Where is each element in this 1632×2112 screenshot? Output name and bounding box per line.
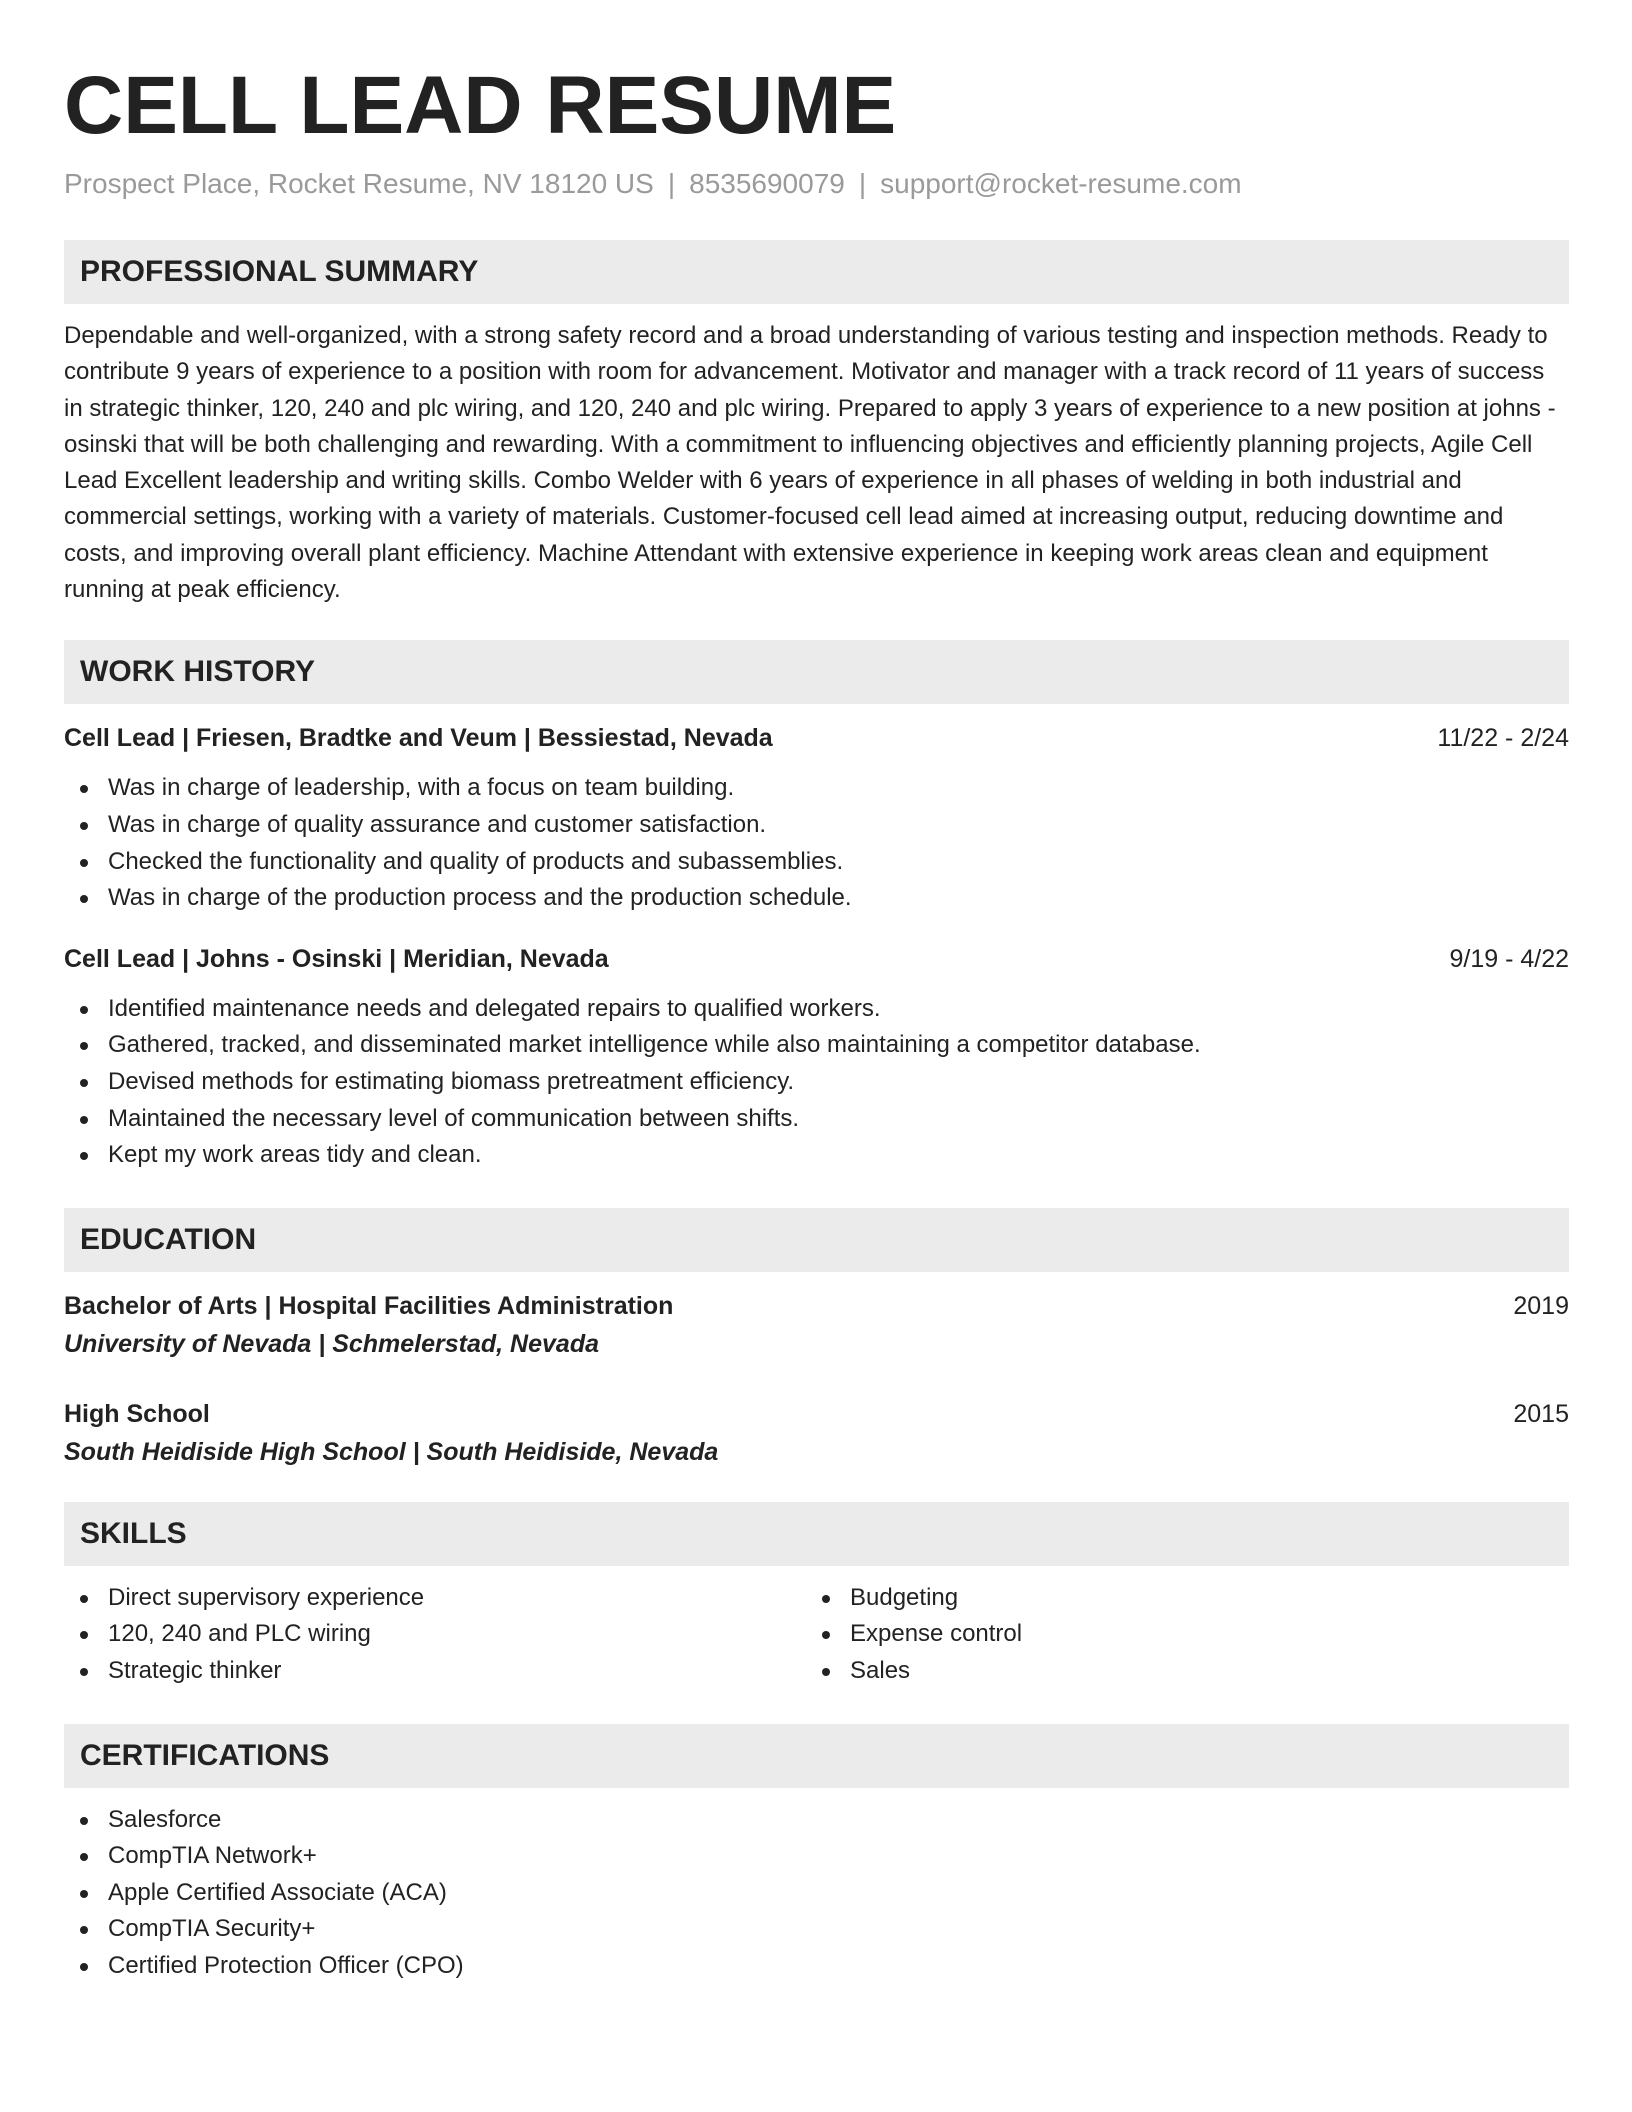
education-section: [64, 1208, 1569, 1468]
contact-phone: 8535690079: [689, 168, 845, 199]
work-history-heading: WORK HISTORY: [64, 640, 1569, 704]
list-item: Kept my work areas tidy and clean.: [64, 1137, 1569, 1174]
list-item: Was in charge of quality assurance and customer satisfaction.: [64, 807, 1569, 844]
contact-address: Prospect Place, Rocket Resume, NV 18120 US: [64, 168, 654, 199]
skills-heading: SKILLS: [64, 1502, 1569, 1566]
job-bullets: [64, 770, 1569, 916]
skills-list-left: [64, 1580, 806, 1690]
job-entry: [64, 722, 1569, 916]
job-title: Cell Lead | Friesen, Bradtke and Veum | Bessiestad, Nevada: [64, 724, 773, 753]
certification-item: CompTIA Security+: [64, 1911, 1569, 1948]
education-degree: Bachelor of Arts | Hospital Facilities Administration: [64, 1291, 674, 1320]
certification-item: Apple Certified Associate (ACA): [64, 1875, 1569, 1912]
list-item: Gathered, tracked, and disseminated market intelligence while also maintaining a competitor database.: [64, 1027, 1569, 1064]
resume-page: [64, 58, 1569, 1984]
contact-separator: |: [667, 168, 676, 199]
skill-item: Expense control: [806, 1616, 1548, 1653]
skills-list-right: [806, 1580, 1548, 1690]
education-year: 2019: [1513, 1291, 1569, 1320]
job-title: Cell Lead | Johns - Osinski | Meridian, Nevada: [64, 944, 609, 973]
job-dates: 9/19 - 4/22: [1449, 944, 1569, 973]
list-item: Was in charge of leadership, with a focus on team building.: [64, 770, 1569, 807]
work-history-section: [64, 640, 1569, 1173]
skill-item: Sales: [806, 1653, 1548, 1690]
certifications-list: [64, 1802, 1569, 1985]
certifications-section: [64, 1724, 1569, 1985]
education-school: University of Nevada | Schmelerstad, Nevada: [64, 1329, 599, 1358]
education-degree: High School: [64, 1399, 210, 1428]
contact-email: support@rocket-resume.com: [880, 168, 1242, 199]
certification-item: Certified Protection Officer (CPO): [64, 1948, 1569, 1985]
education-heading: EDUCATION: [64, 1208, 1569, 1272]
certification-item: CompTIA Network+: [64, 1838, 1569, 1875]
skill-item: 120, 240 and PLC wiring: [64, 1616, 806, 1653]
job-bullets: [64, 991, 1569, 1174]
list-item: Checked the functionality and quality of products and subassemblies.: [64, 844, 1569, 881]
education-school: South Heidiside High School | South Heidiside, Nevada: [64, 1437, 719, 1466]
skill-item: Strategic thinker: [64, 1653, 806, 1690]
summary-text: Dependable and well-organized, with a strong safety record and a broad understanding of various testing and inspection methods. Ready to contribute 9 years of experience to a position with room for advancement. Motivator and manager with a track record of 11 years of success in strategic thinker, 120, 240 and plc wiring, and 120, 240 and plc wiring. Prepared to apply 3 years of experience to a new position at johns - osinski that will be both challenging and rewarding. With a commitment to influencing objectives and efficiently planning projects, Agile Cell Lead Excellent leadership and writing skills. Combo Welder with 6 years of experience in all phases of welding in both industrial and commercial settings, working with a variety of materials. Customer-focused cell lead aimed at increasing output, reducing downtime and costs, and improving overall plant efficiency. Machine Attendant with extensive experience in keeping work areas clean and equipment running at peak efficiency.: [64, 322, 1556, 604]
certification-item: Salesforce: [64, 1802, 1569, 1839]
job-entry: [64, 943, 1569, 1174]
summary-section: [64, 240, 1569, 608]
summary-heading: PROFESSIONAL SUMMARY: [64, 240, 1569, 304]
list-item: Maintained the necessary level of communication between shifts.: [64, 1101, 1569, 1138]
contact-separator: |: [858, 168, 867, 199]
certifications-heading: CERTIFICATIONS: [64, 1724, 1569, 1788]
list-item: Identified maintenance needs and delegated repairs to qualified workers.: [64, 991, 1569, 1028]
list-item: Devised methods for estimating biomass pretreatment efficiency.: [64, 1064, 1569, 1101]
education-entry: [64, 1290, 1569, 1360]
skills-section: [64, 1502, 1569, 1690]
skill-item: Direct supervisory experience: [64, 1580, 806, 1617]
skill-item: Budgeting: [806, 1580, 1548, 1617]
education-year: 2015: [1513, 1399, 1569, 1428]
job-dates: 11/22 - 2/24: [1437, 724, 1569, 753]
contact-line: [64, 166, 1569, 202]
list-item: Was in charge of the production process and the production schedule.: [64, 880, 1569, 917]
resume-name: CELL LEAD RESUME: [64, 60, 897, 151]
education-entry: [64, 1398, 1569, 1468]
